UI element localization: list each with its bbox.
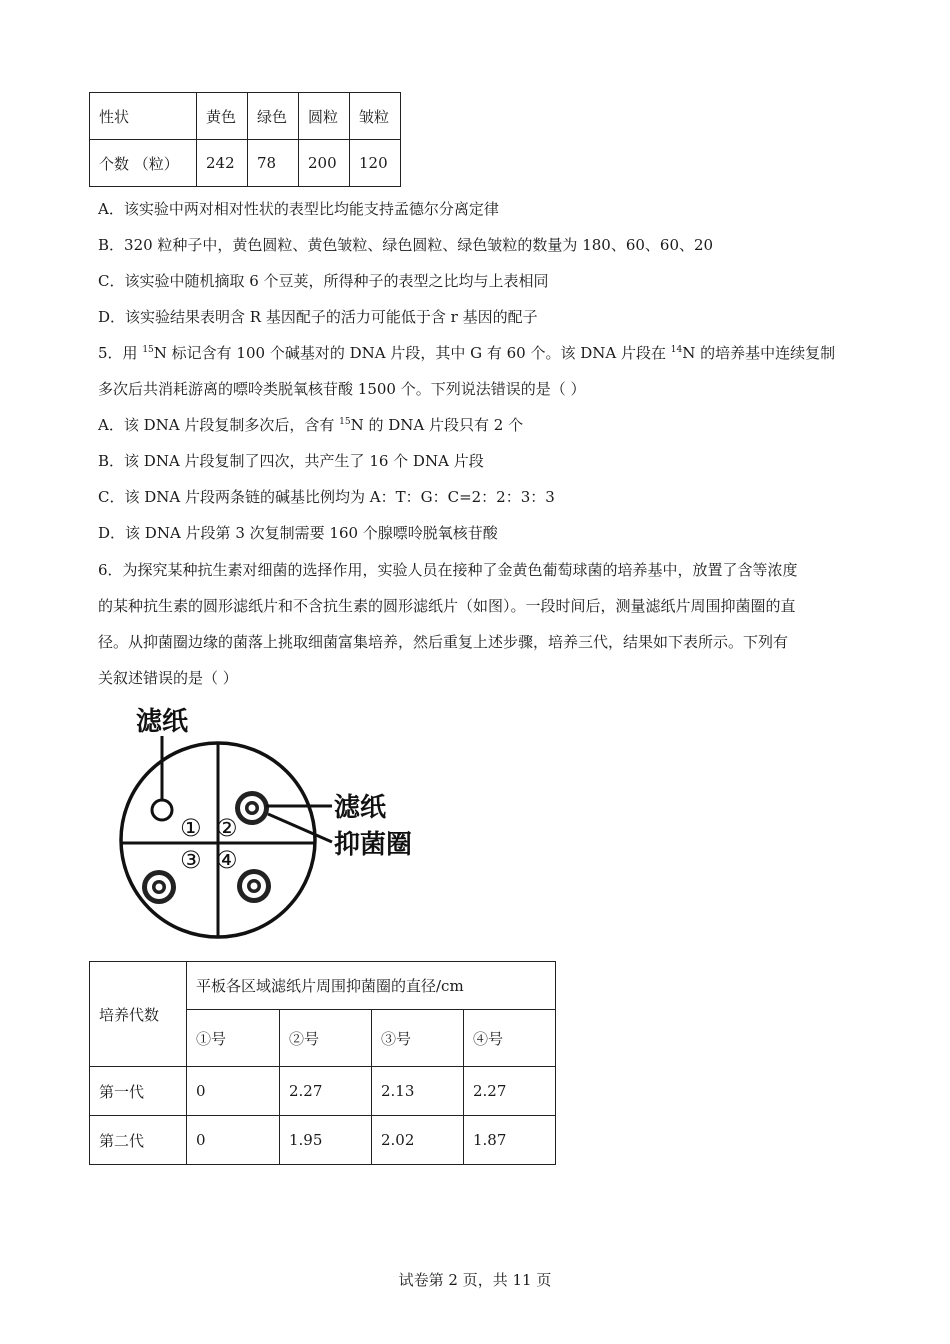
q5-option-c: C．该 DNA 片段两条链的碱基比例均为 A：T：G：C=2：2：3：3 — [98, 488, 555, 506]
table-header-cell: ①号 — [187, 1010, 280, 1067]
table-cell: 0 — [187, 1116, 280, 1165]
table-header-cell: ④号 — [464, 1010, 556, 1067]
table-row — [90, 1116, 556, 1165]
filter-paper-no-antibiotic — [152, 800, 172, 820]
table-cell: 1.87 — [464, 1116, 556, 1165]
table-cell: 个数 （粒） — [90, 140, 197, 187]
table-header-cell: 平板各区域滤纸片周围抑菌圈的直径/cm — [187, 962, 556, 1010]
table-cell: 2.13 — [372, 1067, 464, 1116]
table-cell: 1.95 — [280, 1116, 372, 1165]
inhibition-zone-table — [89, 961, 556, 1165]
region-number-2: ② — [216, 814, 238, 842]
q6-stem-line2: 的某种抗生素的圆形滤纸片和不含抗生素的圆形滤纸片（如图）。一段时间后，测量滤纸片周围抑菌圈的直 — [98, 597, 796, 615]
table-row — [90, 93, 401, 140]
q6-stem-line1: 6．为探究某种抗生素对细菌的选择作用，实验人员在接种了金黄色葡萄球菌的培养基中，放置了含等浓度 — [98, 561, 798, 579]
filter-paper-center — [156, 884, 163, 891]
q4-option-c: C．该实验中随机摘取 6 个豆荚，所得种子的表型之比均与上表相同 — [98, 272, 549, 290]
q5-option-d: D．该 DNA 片段第 3 次复制需要 160 个腺嘌呤脱氧核苷酸 — [98, 524, 498, 542]
table-row-label: 第一代 — [90, 1067, 187, 1116]
label-filter-paper-top: 滤纸 — [136, 707, 189, 737]
table-cell: 2.27 — [464, 1067, 556, 1116]
table-header-cell: 圆粒 — [299, 93, 350, 140]
table-header-cell: 绿色 — [248, 93, 299, 140]
table-cell: 242 — [197, 140, 248, 187]
table-row-label: 第二代 — [90, 1116, 187, 1165]
region-number-3: ③ — [180, 846, 202, 874]
filter-paper-center — [251, 883, 258, 890]
q6-stem-line4: 关叙述错误的是（ ） — [98, 669, 238, 687]
table-cell: 2.02 — [372, 1116, 464, 1165]
trait-count-table — [89, 92, 401, 187]
table-cell: 120 — [350, 140, 401, 187]
q5-stem-line1: 5．用 $^{15}$N 标记含有 100 个碱基对的 DNA 片段，其中 G 有 60 个。该 DNA 片段在 $^{14}$N 的培养基中连续复制 — [98, 344, 836, 362]
region-number-4: ④ — [216, 846, 238, 874]
table-cell: 2.27 — [280, 1067, 372, 1116]
q4-option-b: B．320 粒种子中，黄色圆粒、黄色皱粒、绿色圆粒、绿色皱粒的数量为 180、60、60、20 — [98, 236, 714, 254]
table-header-cell: 性状 — [90, 93, 197, 140]
q5-option-b: B．该 DNA 片段复制了四次，共产生了 16 个 DNA 片段 — [98, 452, 484, 470]
q4-option-a: A．该实验中两对相对性状的表型比均能支持孟德尔分离定律 — [98, 200, 499, 218]
petri-dish-diagram — [96, 700, 436, 952]
filter-paper-center — [249, 805, 256, 812]
table-header-cell: ③号 — [372, 1010, 464, 1067]
table-cell: 200 — [299, 140, 350, 187]
table-row — [90, 140, 401, 187]
table-cell: 0 — [187, 1067, 280, 1116]
table-cell: 78 — [248, 140, 299, 187]
q5-option-a: A．该 DNA 片段复制多次后，含有 $^{15}$N 的 DNA 片段只有 2 个 — [98, 416, 524, 434]
table-header-cell: 黄色 — [197, 93, 248, 140]
table-header-cell: 皱粒 — [350, 93, 401, 140]
table-header-cell: ②号 — [280, 1010, 372, 1067]
table-header-cell: 培养代数 — [90, 962, 187, 1067]
table-row — [90, 962, 556, 1010]
page-footer: 试卷第 2 页，共 11 页 — [398, 1271, 552, 1289]
label-pointer-line — [268, 814, 332, 842]
q5-stem-line2: 多次后共消耗游离的嘌呤类脱氧核苷酸 1500 个。下列说法错误的是（ ） — [98, 380, 586, 398]
label-filter-paper: 滤纸 — [334, 793, 387, 823]
label-inhibition-zone: 抑菌圈 — [334, 830, 413, 860]
table-row — [90, 1067, 556, 1116]
region-number-1: ① — [180, 814, 202, 842]
q4-option-d: D．该实验结果表明含 R 基因配子的活力可能低于含 r 基因的配子 — [98, 308, 538, 326]
q6-stem-line3: 径。从抑菌圈边缘的菌落上挑取细菌富集培养，然后重复上述步骤，培养三代，结果如下表所示。下列有 — [98, 633, 789, 651]
